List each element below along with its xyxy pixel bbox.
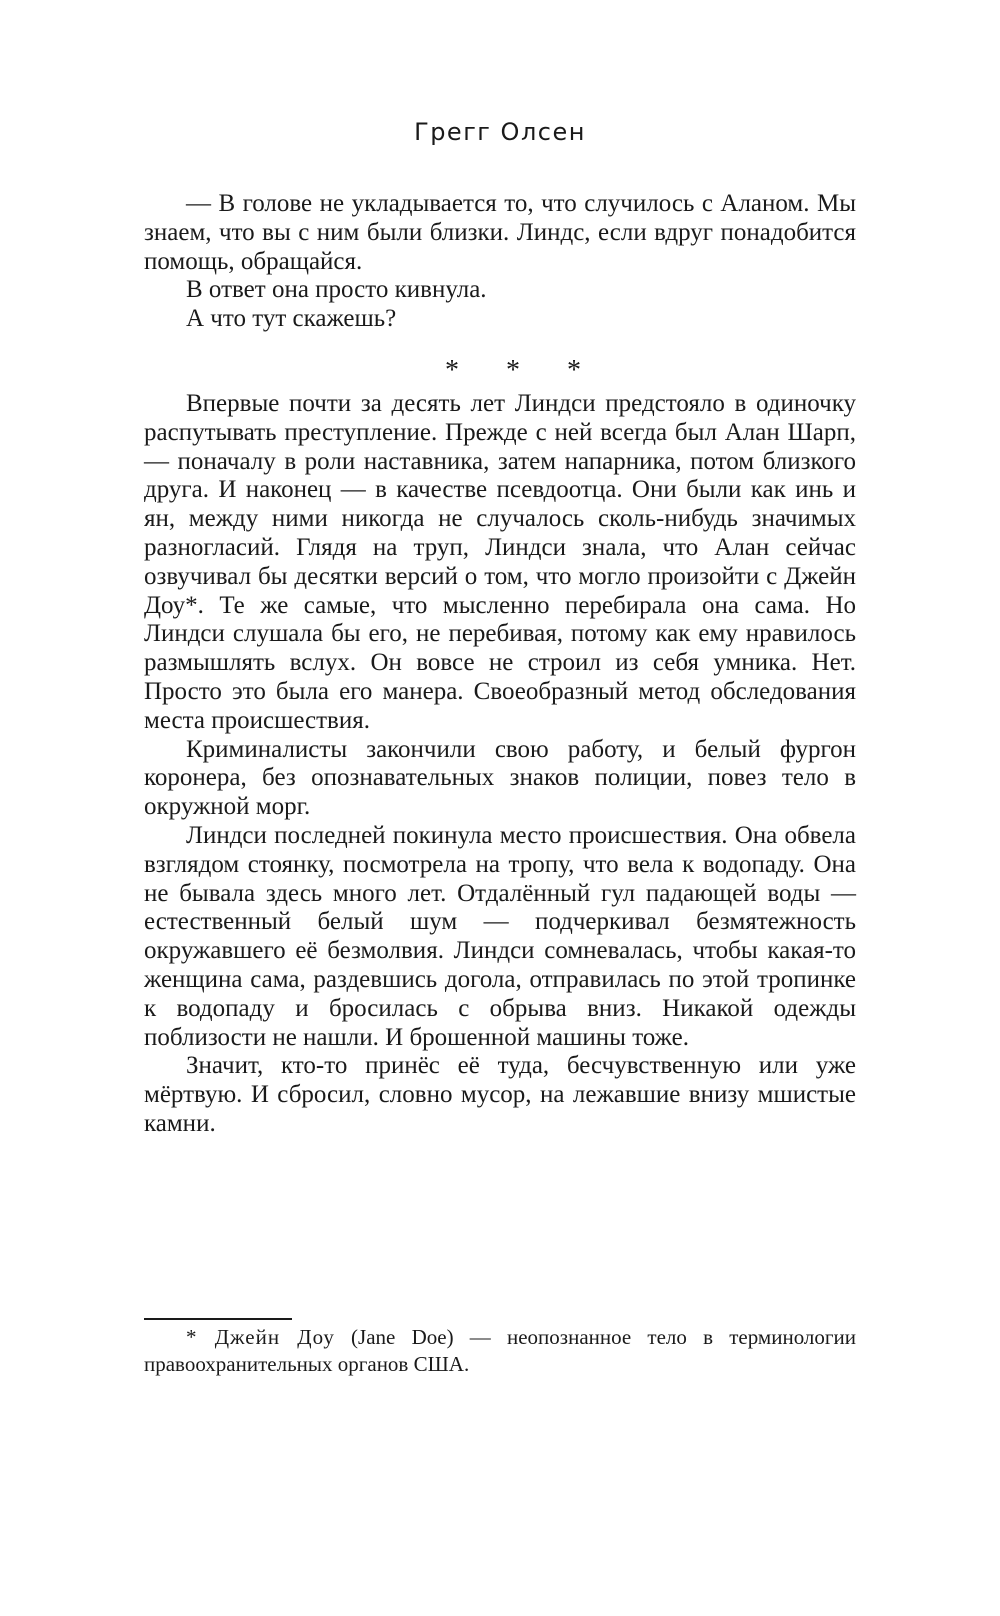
paragraph-lindsay-leaves: Линдси последней покинула место происшествия. Она обвела взглядом стоянку, посмотрела на тропу, что вела к водопаду. Она не бывала здесь много лет. Отдалённый гул падающей воды — естественный белый шум — подчеркивал безмятежность окружавшего её безмолвия. Линдси сомневалась, чтобы какая-то женщина сама, раздевшись догола, отправилась по этой тропинке к водопаду и бросилась с обрыва вниз. Никакой одежды поблизости не нашли. И брошенной машины тоже. (144, 821, 856, 1051)
paragraph-question: А что тут скажешь? (186, 305, 397, 333)
main-text (144, 190, 856, 1139)
running-head: Грегг Олсен (414, 118, 586, 146)
paragraph-conclusion: Значит, кто-то принёс её туда, бесчувственную или уже мёртвую. И сбросил, словно мусор, на лежавшие внизу мшистые камни. (144, 1052, 856, 1137)
section-break: * * * (445, 354, 601, 386)
footnote-text: (Jane Doe) — неопознанное тело в терминологии правоохранительных органов США. (144, 1325, 856, 1376)
paragraph-dialogue: — В голове не укладывается то, что случилось с Аланом. Мы знаем, что вы с ним были близки. Линдс, если вдруг понадобится помощь, обращайся. (144, 190, 856, 275)
footnote-rule (144, 1318, 292, 1320)
paragraph-criminalists: Криминалисты закончили свою работу, и белый фургон коронера, без опознавательных знаков полиции, повез тело в окружной морг. (144, 735, 856, 821)
footnote-marker: * Джейн Доу (186, 1325, 335, 1349)
paragraph-nod: В ответ она просто кивнула. (186, 276, 487, 304)
paragraph-first-time: Впервые почти за десять лет Линдси предстояло в одиночку распутывать преступление. Прежде с ней всегда был Алан Шарп, — поначалу в роли наставника, затем напарника, потом близкого друга. И наконец — в качестве псевдоотца. Они были как инь и ян, между ними никогда не случалось сколь-нибудь значимых разногласий. Глядя на труп, Линдси знала, что Алан сейчас озвучивал бы десятки версий о том, что могло произойти с Джейн Доу*. Те же самые, что мысленно перебирала она сама. Но Линдси слушала бы его, не перебивая, потому как ему нравилось размышлять вслух. Он вовсе не строил из себя умника. Нет. Просто это была его манера. Своеобразный метод обследования места происшествия. (144, 389, 856, 734)
footnote (144, 1324, 856, 1378)
